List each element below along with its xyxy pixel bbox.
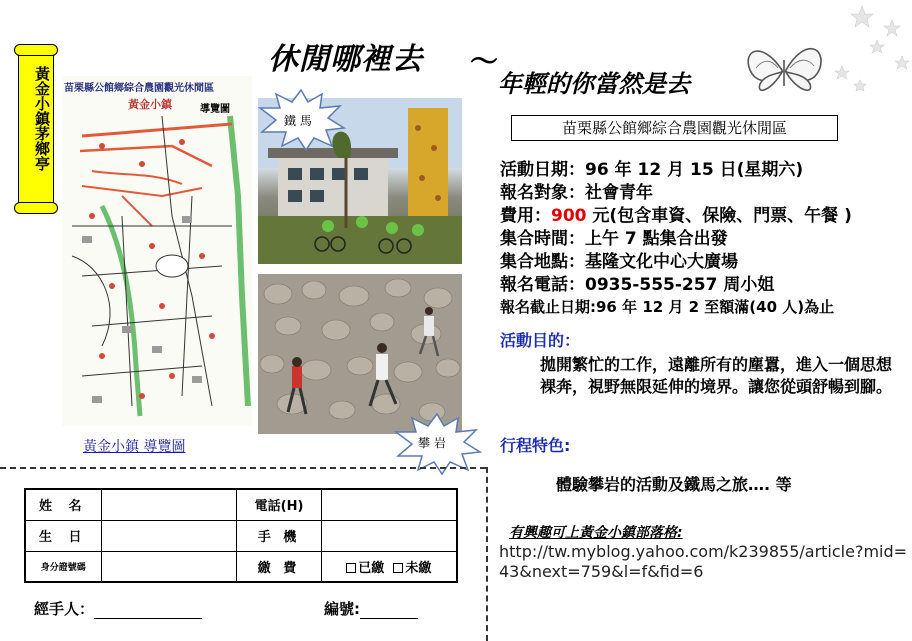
id-number-label: 身分證號碼 [25, 551, 101, 582]
serial-line [324, 598, 418, 619]
rock-climbing-photo-drawing [258, 274, 462, 434]
cut-line-vertical [486, 467, 488, 641]
handler-label: 經手人： [34, 600, 95, 618]
iron-horse-label: 鐵 馬 [284, 114, 312, 128]
features-heading: 行程特色: [500, 436, 571, 455]
title-tilde: ～ [470, 45, 499, 78]
blog-heading: 有興趣可上黃金小鎮部落格: [509, 525, 683, 541]
registration-deadline: 報名截止日期:96 年 12 月 2 至額滿(40 人)為止 [500, 298, 835, 316]
birth-label: 生 日 [25, 520, 101, 551]
birth-field[interactable] [101, 520, 237, 551]
serial-label: 編號: [324, 600, 360, 618]
venue-name: 苗栗縣公館鄉綜合農園觀光休閒區 [511, 115, 838, 141]
name-field[interactable] [101, 489, 237, 520]
banner-text: 黃金小鎮茅鄉亭 [33, 66, 51, 171]
butterfly-star-decoration-icon [742, 0, 912, 100]
map-brand: 黃金小鎮 [128, 98, 172, 111]
features-text: 體驗攀岩的活動及鐵馬之旅…. 等 [556, 475, 792, 494]
home-phone-field[interactable] [321, 489, 457, 520]
activity-date: 活動日期：96 年 12 月 15 日(星期六) [500, 160, 804, 180]
meeting-time: 集合時間：上午 7 點集合出發 [500, 229, 728, 249]
form-row-birth [25, 520, 457, 551]
cut-line-horizontal [0, 467, 486, 469]
mobile-field[interactable] [321, 520, 457, 551]
guide-map-drawing [62, 76, 252, 426]
meeting-place: 集合地點：基隆文化中心大廣場 [500, 252, 738, 272]
rock-climbing-photo [258, 274, 462, 434]
form-row-id [25, 551, 457, 582]
mobile-label: 手 機 [237, 520, 321, 551]
purpose-heading: 活動目的： [500, 331, 581, 350]
climbing-label: 攀 岩 [418, 436, 446, 450]
name-label: 姓 名 [25, 489, 101, 520]
guide-map [62, 76, 252, 426]
map-caption-link[interactable]: 黃金小鎮 導覽圖 [83, 439, 186, 455]
fee-prefix: 費用： [500, 206, 551, 226]
blog-url-link[interactable]: http://tw.myblog.yahoo.com/k239855/article?mid=43&next=759&l=f&fid=6 [499, 542, 908, 581]
paid-option-label: 已繳 [358, 560, 385, 576]
paid-checkbox[interactable] [346, 563, 356, 573]
unpaid-checkbox[interactable] [393, 563, 403, 573]
registration-target: 報名對象：社會青年 [500, 183, 653, 203]
banner-scroll-top [14, 44, 58, 56]
payment-options [321, 551, 457, 582]
purpose-text: 拋開繁忙的工作，遠離所有的塵囂，進入一個思想裸奔，視野無限延伸的境界。讓您從頭舒暢到腳。 [540, 355, 893, 396]
serial-field[interactable] [360, 603, 418, 619]
registration-phone: 報名電話：0935-555-257 周小姐 [500, 275, 775, 295]
payment-label: 繳 費 [237, 551, 321, 582]
fee-line [500, 201, 852, 226]
handler-line [34, 598, 202, 619]
handler-field[interactable] [94, 603, 202, 619]
id-number-field[interactable] [101, 551, 237, 582]
map-header: 苗栗縣公館鄉綜合農園觀光休閒區 [64, 83, 214, 94]
map-guide-label: 導覽圖 [200, 104, 230, 115]
home-phone-label: 電話(H) [237, 489, 321, 520]
fee-suffix: 元(包含車資、保險、門票、午餐 ) [586, 206, 852, 226]
unpaid-option-label: 未繳 [405, 560, 432, 576]
fee-amount: 900 [551, 206, 587, 226]
form-row-name [25, 489, 457, 520]
page-title: 休閒哪裡去 [268, 42, 423, 77]
banner-scroll-bottom [14, 202, 58, 214]
page-subtitle: 年輕的你當然是去 [498, 70, 690, 98]
registration-form [24, 488, 458, 583]
